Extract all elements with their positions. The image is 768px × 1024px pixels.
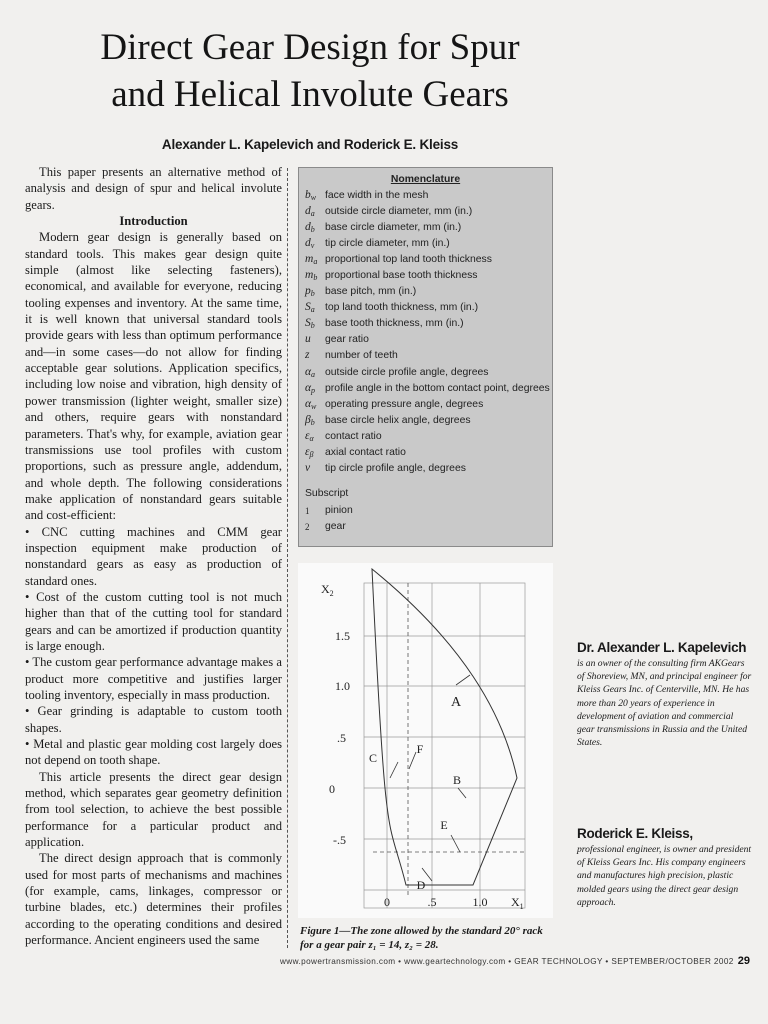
- x-tick-label: 0: [384, 895, 390, 909]
- subscript-heading: Subscript: [305, 487, 349, 499]
- author-byline: Alexander L. Kapelevich and Roderick E. Kleiss: [161, 137, 459, 152]
- bullet-item: • CNC cutting machines and CMM gear inspection equipment make production of nonstandard gears as easy as production of standard ones.: [25, 524, 282, 588]
- nomenclature-item: [299, 300, 552, 316]
- y-tick-label: .5: [337, 731, 346, 745]
- nomenclature-symbol: $S_a$: [305, 301, 315, 315]
- nomenclature-item: [299, 412, 552, 428]
- y-tick-label: -.5: [333, 833, 346, 847]
- nomenclature-symbol: $p_b$: [305, 285, 315, 299]
- subscript-symbol: 2: [305, 521, 310, 532]
- nomenclature-symbol: $d_a$: [305, 204, 315, 218]
- allowed-zone-outline: [372, 569, 517, 885]
- intro-paragraph: Modern gear design is generally based on standard tools. This makes gear design quite simple (almost like selecting fasteners), economical, and available for everyone, reducing tooling expenses and inventory. At the same time, it is well known that universal standard tools provide gears with less than optimum performance and—in some cases—do not allow for finding acceptable gear solutions. Application specifics, including low noise and vibration, high density of power transmission (lighter weight, smaller size) and others, require gears with nonstandard parameters. That's why, for example, aviation gear transmissions use tool profiles with custom proportions, such as pressure angle, addendum, and whole depth. The following considerations make application of nonstandard gears suitable and cost-efficient:: [25, 230, 282, 523]
- nomenclature-description: base circle helix angle, degrees: [325, 414, 471, 426]
- nomenclature-item: [299, 364, 552, 380]
- y-tick-label: 0: [329, 782, 335, 796]
- nomenclature-description: proportional top land tooth thickness: [325, 253, 492, 265]
- bio-text: is an owner of the consulting firm AKGears of Shoreview, MN, and principal engineer for Kleiss Gears Inc. of Centerville, MN. He has more than 20 years of experience in development of aviation and commercial gear transmissions in Russia and the United States.: [577, 658, 752, 749]
- subscript-description: pinion: [325, 505, 353, 517]
- page-number: 29: [737, 955, 750, 967]
- nomenclature-item: [299, 187, 552, 203]
- section-heading-introduction: Introduction: [119, 214, 188, 229]
- nomenclature-description: proportional base tooth thickness: [325, 270, 478, 282]
- nomenclature-item: [299, 428, 552, 444]
- nomenclature-description: base circle diameter, mm (in.): [325, 221, 462, 233]
- nomenclature-item: [299, 380, 552, 396]
- subscript-description: gear: [325, 521, 346, 533]
- nomenclature-list: [299, 187, 552, 477]
- nomenclature-box: [298, 167, 553, 547]
- nomenclature-symbol: $S_b$: [305, 317, 315, 331]
- nomenclature-symbol: $\alpha_p$: [305, 381, 316, 395]
- subscript-item: [299, 503, 552, 519]
- title-line-2: and Helical Involute Gears: [111, 74, 509, 115]
- nomenclature-description: tip circle profile angle, degrees: [325, 463, 466, 475]
- title-line-1: Direct Gear Design for Spur: [100, 27, 520, 68]
- nomenclature-symbol: $b_w$: [305, 188, 317, 202]
- nomenclature-item: [299, 203, 552, 219]
- nomenclature-description: base tooth thickness, mm (in.): [325, 318, 464, 330]
- nomenclature-description: profile angle in the bottom contact point, degrees: [325, 382, 550, 394]
- nomenclature-symbol: $m_b$: [305, 269, 318, 283]
- nomenclature-symbol: $\beta_b$: [305, 413, 315, 427]
- nomenclature-item: [299, 316, 552, 332]
- nomenclature-description: base pitch, mm (in.): [325, 286, 417, 298]
- nomenclature-description: contact ratio: [325, 430, 382, 442]
- nomenclature-item: [299, 445, 552, 461]
- nomenclature-symbol: $d_b$: [305, 220, 315, 234]
- nomenclature-item: [299, 284, 552, 300]
- subscript-item: [299, 519, 552, 535]
- nomenclature-description: top land tooth thickness, mm (in.): [325, 302, 479, 314]
- author-bio-kleiss: [577, 826, 752, 909]
- nomenclature-description: outside circle diameter, mm (in.): [325, 205, 473, 217]
- y-tick-label: 1.0: [335, 679, 350, 693]
- nomenclature-description: outside circle profile angle, degrees: [325, 366, 489, 378]
- page-footer: [210, 955, 750, 967]
- body-paragraph: The direct design approach that is commonly used for most parts of mechanisms and machines (for example, cams, linkages, compressor or turbine blades, etc.) determines their profiles according to the operating conditions and desired performance. Ancient engineers used the same: [25, 851, 282, 948]
- bio-text: professional engineer, is owner and president of Kleiss Gears Inc. His company engineers and manufactures high precision, plastic molded gears using the direct gear design approach.: [577, 844, 752, 908]
- nomenclature-symbol: $\alpha_a$: [305, 365, 316, 379]
- region-label-a: A: [450, 695, 462, 710]
- x-tick-label: .5: [427, 895, 437, 909]
- bio-name: Roderick E. Kleiss,: [577, 826, 693, 841]
- nomenclature-item: [299, 235, 552, 251]
- abstract-paragraph: This paper presents an alternative method of analysis and design of spur and helical involute gears.: [25, 165, 282, 212]
- nomenclature-item: [299, 219, 552, 235]
- nomenclature-symbol: $\varepsilon_\beta$: [305, 446, 314, 460]
- column-divider: [287, 168, 288, 948]
- left-text-column: [25, 164, 282, 949]
- nomenclature-item: [299, 396, 552, 412]
- bullet-item: • Cost of the custom cutting tool is not much higher than that of the cutting tool for standard gears and can be amortized if production quantity is large enough.: [25, 589, 282, 653]
- author-bio-kapelevich: [577, 640, 752, 749]
- region-label-d: D: [416, 878, 426, 892]
- nomenclature-description: tip circle diameter, mm (in.): [325, 237, 450, 249]
- nomenclature-item: [299, 461, 552, 477]
- y-tick-label: 1.5: [335, 629, 350, 643]
- subscript-list: [299, 503, 552, 535]
- nomenclature-description: face width in the mesh: [325, 189, 429, 201]
- nomenclature-symbol: $m_a$: [305, 252, 318, 266]
- bullet-item: • The custom gear performance advantage makes a product more competitive and justifies larger tooling inventory, especially in mass production.: [25, 655, 282, 702]
- y-axis-label: $X_2$: [321, 582, 334, 598]
- body-paragraph: This article presents the direct gear design method, which separates gear geometry definition from tool selection, to achieve the best possible performance for a particular product and application.: [25, 769, 282, 850]
- region-label-b: B: [452, 773, 462, 787]
- bullet-item: • Gear grinding is adaptable to custom tooth shapes.: [25, 704, 282, 735]
- region-label-e: E: [440, 818, 448, 832]
- nomenclature-item: [299, 267, 552, 283]
- nomenclature-symbol: $\alpha_w$: [305, 397, 317, 411]
- region-label-c: C: [368, 751, 378, 765]
- nomenclature-symbol: z: [305, 349, 310, 362]
- nomenclature-description: axial contact ratio: [325, 447, 406, 459]
- region-label-f: F: [416, 742, 424, 756]
- figure-caption: Figure 1—The zone allowed by the standard 20° rack for a gear pair z₁ = 14, z₂ = 28.: [300, 925, 543, 951]
- x-tick-label: 1.0: [472, 895, 488, 909]
- nomenclature-item: [299, 348, 552, 364]
- subscript-symbol: 1: [305, 505, 310, 516]
- chart-grid: [364, 583, 525, 908]
- nomenclature-item: [299, 251, 552, 267]
- bullet-item: • Metal and plastic gear molding cost largely does not depend on tooth shape.: [25, 737, 282, 768]
- nomenclature-description: number of teeth: [325, 350, 398, 362]
- figure-1: [298, 563, 553, 918]
- nomenclature-symbol: $\varepsilon_\alpha$: [305, 429, 314, 443]
- nomenclature-description: gear ratio: [325, 334, 369, 346]
- x-axis-label: $X_1$: [511, 895, 524, 911]
- nomenclature-symbol: ν: [305, 462, 311, 475]
- nomenclature-item: [299, 332, 552, 348]
- nomenclature-heading: Nomenclature: [390, 174, 461, 185]
- nomenclature-description: operating pressure angle, degrees: [325, 398, 484, 410]
- article-title: [40, 24, 580, 118]
- footer-text: www.powertransmission.com • www.geartechnology.com • GEAR TECHNOLOGY • SEPTEMBER/OCTOBER 2002: [279, 957, 734, 966]
- bio-name: Dr. Alexander L. Kapelevich: [577, 640, 747, 655]
- nomenclature-symbol: u: [305, 333, 311, 346]
- nomenclature-symbol: $d_\nu$: [305, 236, 315, 250]
- zone-chart: [298, 563, 553, 918]
